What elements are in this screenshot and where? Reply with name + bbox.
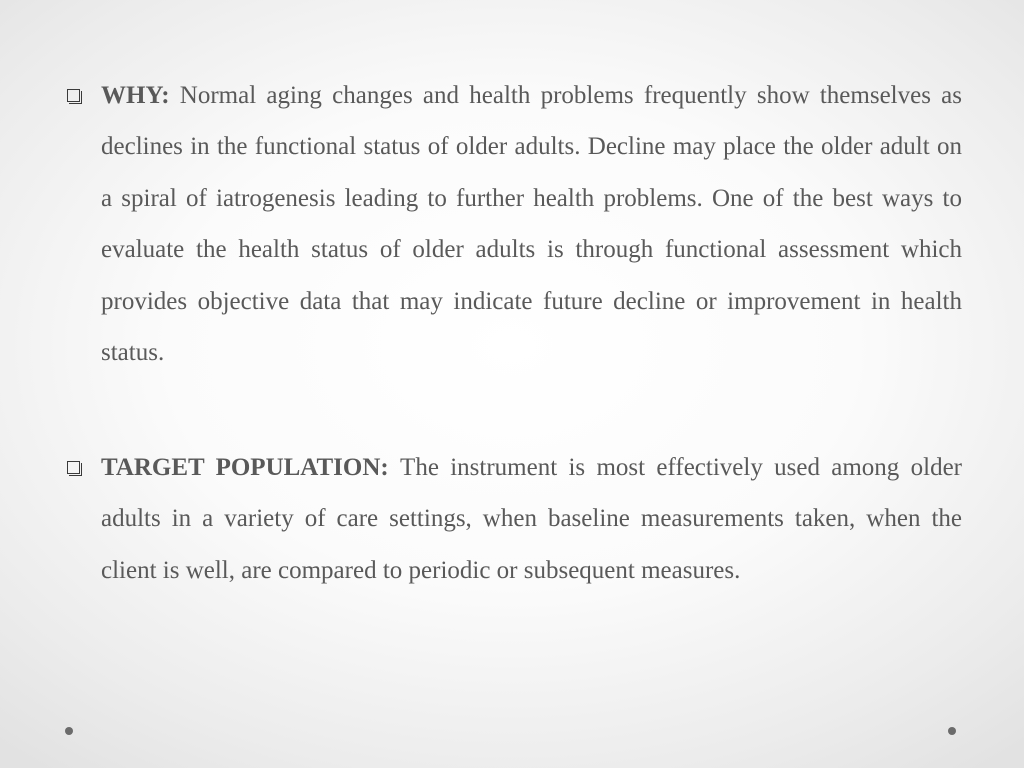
bullet-why <box>101 70 962 378</box>
bullet-target-population-text: The instrument is most effectively used among older adults in a variety of care settings, when baseline measurements taken, when the client is well, are compared to periodic or subsequent measures. <box>101 454 962 584</box>
checkbox-icon <box>67 89 80 102</box>
bullet-target-population-lead: TARGET POPULATION: <box>101 454 401 481</box>
checkbox-icon <box>67 461 80 474</box>
bullet-why-lead: WHY: <box>101 82 180 109</box>
bullet-why-text: Normal aging changes and health problems frequently show themselves as declines in the functional status of older adults. Decline may place the older adult on a spiral of iatrogenesis leading to further health problems. One of the best ways to evaluate the health status of older adults is through functional assessment which provides objective data that may indicate future decline or improvement in health status. <box>101 82 963 367</box>
corner-dot-right <box>948 727 956 735</box>
bullet-target-population <box>101 442 962 596</box>
corner-dot-left <box>65 727 73 735</box>
